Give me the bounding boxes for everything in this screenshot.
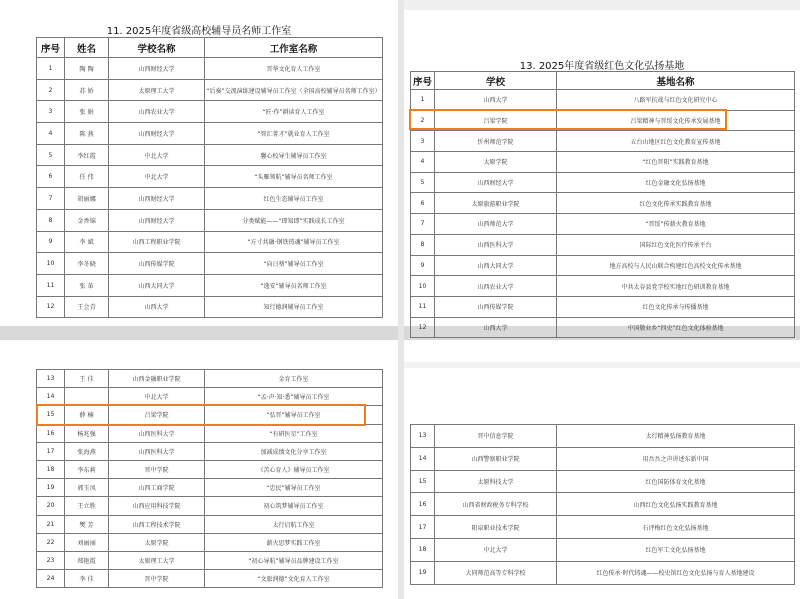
table-row bbox=[411, 447, 795, 470]
bottom-shade bbox=[404, 362, 800, 368]
table-cell: 陈 燕 bbox=[65, 123, 109, 145]
table-cell: 1 bbox=[411, 90, 435, 111]
table-cell: 山西传媒学院 bbox=[109, 253, 205, 275]
table-cell: 23 bbox=[37, 551, 65, 569]
table-cell: 2 bbox=[37, 79, 65, 101]
table-cell: 中北大学 bbox=[435, 538, 557, 561]
table-cell: 国际红色文化医疗传承平台 bbox=[557, 234, 795, 255]
header-name: 姓名 bbox=[65, 38, 109, 58]
table-row bbox=[411, 255, 795, 276]
table-row bbox=[37, 231, 383, 253]
table-cell: 8 bbox=[37, 209, 65, 231]
table-cell: 山西大同大学 bbox=[109, 274, 205, 296]
table-row bbox=[37, 79, 383, 101]
table-cell: “向日葵”辅导员工作室 bbox=[205, 253, 383, 275]
table-cell: “红色晋阳”实践教育基地 bbox=[557, 152, 795, 173]
table-cell: 4 bbox=[411, 152, 435, 173]
table-cell: 王 佳 bbox=[65, 370, 109, 388]
table-row bbox=[37, 123, 383, 145]
table-cell: 2 bbox=[411, 110, 435, 131]
table-cell: 八路军抗战与红色文化研究中心 bbox=[557, 90, 795, 111]
table-cell: 7 bbox=[37, 188, 65, 210]
table-row bbox=[37, 515, 383, 533]
table-cell: 红色生态辅导员工作室 bbox=[205, 188, 383, 210]
table-cell: 山西医科大学 bbox=[109, 442, 205, 460]
table-cell: 李冬晓 bbox=[65, 253, 109, 275]
table-row bbox=[37, 479, 383, 497]
table-cell: 18 bbox=[37, 460, 65, 478]
table-row bbox=[37, 101, 383, 123]
table-cell: 山西财经大学 bbox=[435, 172, 557, 193]
table-cell: 张 革 bbox=[65, 274, 109, 296]
table-cell: 地方高校与人民山联合构建红色高校文化传承基地 bbox=[557, 255, 795, 276]
table-row bbox=[37, 388, 383, 406]
table-cell: 山西医科大学 bbox=[109, 424, 205, 442]
table-row bbox=[411, 425, 795, 448]
panel-tutor-studios-top bbox=[0, 0, 398, 326]
table-cell: 中北大学 bbox=[109, 144, 205, 166]
table-cell: 樊 芳 bbox=[65, 515, 109, 533]
table-cell: 19 bbox=[411, 561, 435, 584]
table-cell: 张 娟 bbox=[65, 101, 109, 123]
table-cell: 20 bbox=[37, 497, 65, 515]
table-row bbox=[37, 551, 383, 569]
table-cell: 太原科技大学 bbox=[435, 470, 557, 493]
table-cell: 馨心校导生辅导员工作室 bbox=[205, 144, 383, 166]
table-cell: 16 bbox=[411, 493, 435, 516]
table-cell: 王会青 bbox=[65, 296, 109, 318]
table-cell: 大同师范高等专科学校 bbox=[435, 561, 557, 584]
table-row bbox=[37, 296, 383, 318]
table-cell: 山西金融职业学院 bbox=[109, 370, 205, 388]
table-row bbox=[411, 317, 795, 338]
table-cell: 太原理工大学 bbox=[109, 551, 205, 569]
table-cell: “孟·声·知·悉”辅导员工作室 bbox=[205, 388, 383, 406]
table-cell: 19 bbox=[37, 479, 65, 497]
table-cell: 杨兆强 bbox=[65, 424, 109, 442]
table-row bbox=[411, 234, 795, 255]
table-row bbox=[411, 152, 795, 173]
table-row bbox=[411, 493, 795, 516]
table-cell: 李 斌 bbox=[65, 231, 109, 253]
table-cell: 加减成绩文化分享工作室 bbox=[205, 442, 383, 460]
table-cell: 山西工程职业学院 bbox=[109, 231, 205, 253]
table-row bbox=[411, 296, 795, 317]
table-cell: “初心导航”辅导员品牌建设工作室 bbox=[205, 551, 383, 569]
table-cell: 6 bbox=[411, 193, 435, 214]
table-cell: 红色金融文化弘扬基地 bbox=[557, 172, 795, 193]
table-cell: 忻州师范学院 bbox=[435, 131, 557, 152]
table-cell: 山西大学 bbox=[435, 90, 557, 111]
table-cell: 初心筑梦辅导员工作室 bbox=[205, 497, 383, 515]
table-cell: “弘晋”辅导员工作室 bbox=[205, 406, 383, 424]
table-cell: 10 bbox=[37, 253, 65, 275]
table-cell: 陶 陶 bbox=[65, 58, 109, 80]
table-cell: 17 bbox=[411, 516, 435, 539]
header-school: 学校 bbox=[435, 72, 557, 90]
table-cell: 石评梅红色文化弘扬基地 bbox=[557, 516, 795, 539]
table-cell: 李 佳 bbox=[65, 570, 109, 588]
table-cell bbox=[65, 388, 109, 406]
table-cell: 吕梁学院 bbox=[435, 110, 557, 131]
table-cell: 山西大学 bbox=[435, 317, 557, 338]
header-index: 序号 bbox=[37, 38, 65, 58]
table-cell: 17 bbox=[37, 442, 65, 460]
table-cell: 4 bbox=[37, 123, 65, 145]
table-header-row bbox=[411, 72, 795, 90]
panel-red-culture-top bbox=[404, 0, 800, 332]
panel-title: 11. 2025年度省级高校辅导员名师工作室 bbox=[106, 26, 292, 37]
table-row bbox=[411, 131, 795, 152]
table-cell: 红色文化传承实践教育基地 bbox=[557, 193, 795, 214]
table-cell: 薛 楠 bbox=[65, 406, 109, 424]
red-culture-table-continued bbox=[410, 424, 795, 585]
table-cell: 太原学院 bbox=[109, 533, 205, 551]
table-cell: 14 bbox=[411, 447, 435, 470]
table-cell: 山西财经大学 bbox=[109, 123, 205, 145]
table-cell: 红色军工文化弘扬基地 bbox=[557, 538, 795, 561]
table-row bbox=[37, 209, 383, 231]
table-cell: 13 bbox=[37, 370, 65, 388]
table-cell: 山西师范大学 bbox=[435, 214, 557, 235]
table-row bbox=[37, 570, 383, 588]
table-cell: 太行启航工作室 bbox=[205, 515, 383, 533]
table-row bbox=[37, 460, 383, 478]
table-cell: 11 bbox=[411, 296, 435, 317]
table-row bbox=[411, 110, 795, 131]
table-cell: 山西大同大学 bbox=[435, 255, 557, 276]
table-row bbox=[37, 274, 383, 296]
table-row bbox=[411, 276, 795, 297]
table-row bbox=[37, 497, 383, 515]
top-shade bbox=[404, 0, 800, 10]
table-cell: “后奏”交流演练建设辅导员工作室（全国高校辅导员名师工作室） bbox=[205, 79, 383, 101]
table-cell: 用吾吾之声讲述东新中国 bbox=[557, 447, 795, 470]
table-cell: 5 bbox=[411, 172, 435, 193]
table-cell: 21 bbox=[37, 515, 65, 533]
table-cell: 3 bbox=[411, 131, 435, 152]
table-cell: 太原理工大学 bbox=[109, 79, 205, 101]
table-cell: 山西应用科技学院 bbox=[109, 497, 205, 515]
table-header-row bbox=[37, 38, 383, 58]
table-cell: 金香锦 bbox=[65, 209, 109, 231]
table-cell: 李红霞 bbox=[65, 144, 109, 166]
table-cell: 山西红色文化弘扬实践教育基地 bbox=[557, 493, 795, 516]
table-row bbox=[37, 253, 383, 275]
table-cell: 郑艳霞 bbox=[65, 551, 109, 569]
table-cell: 15 bbox=[37, 406, 65, 424]
table-cell: 苏 娇 bbox=[65, 79, 109, 101]
table-cell: “逸安”辅导员名师工作室 bbox=[205, 274, 383, 296]
table-cell: 山西财经大学 bbox=[109, 209, 205, 231]
header-index: 序号 bbox=[411, 72, 435, 90]
table-row bbox=[411, 172, 795, 193]
table-cell: 《苦心育人》辅导员工作室 bbox=[205, 460, 383, 478]
table-cell: 3 bbox=[37, 101, 65, 123]
panel-red-culture-bottom bbox=[404, 340, 800, 599]
panel-tutor-studios-bottom bbox=[0, 340, 398, 599]
table-row bbox=[37, 144, 383, 166]
table-cell: 太行精神弘扬教育基地 bbox=[557, 425, 795, 448]
table-cell: 山西农业大学 bbox=[109, 101, 205, 123]
table-row bbox=[37, 58, 383, 80]
table-row bbox=[37, 424, 383, 442]
table-cell: 刘丽丽 bbox=[65, 533, 109, 551]
table-row bbox=[411, 193, 795, 214]
table-cell: 中共太谷县党学校实地红色研训教育基地 bbox=[557, 276, 795, 297]
tutor-studio-table-continued bbox=[36, 369, 383, 588]
table-cell: 晋华文化育人工作室 bbox=[205, 58, 383, 80]
table-cell: 太原学院 bbox=[435, 152, 557, 173]
table-cell: 分类赋能——“即知即”实践成长工作室 bbox=[205, 209, 383, 231]
table-row bbox=[37, 442, 383, 460]
table-cell: 山西财经大学 bbox=[109, 58, 205, 80]
header-school: 学校名称 bbox=[109, 38, 205, 58]
table-cell: 薪火思梦实践工作室 bbox=[205, 533, 383, 551]
table-cell: 郭玉凤 bbox=[65, 479, 109, 497]
table-row bbox=[411, 214, 795, 235]
table-cell: 7 bbox=[411, 214, 435, 235]
table-cell: 12 bbox=[411, 317, 435, 338]
table-cell: 11 bbox=[37, 274, 65, 296]
table-cell: 16 bbox=[37, 424, 65, 442]
panel-title: 13. 2025年度省级红色文化弘扬基地 bbox=[519, 61, 685, 72]
table-cell: 山西医科大学 bbox=[435, 234, 557, 255]
header-base: 基地名称 bbox=[557, 72, 795, 90]
red-culture-table bbox=[410, 71, 795, 338]
table-cell: “有研医星”工作室 bbox=[205, 424, 383, 442]
table-cell: 18 bbox=[411, 538, 435, 561]
table-cell: 5 bbox=[37, 144, 65, 166]
table-cell: 张海燕 bbox=[65, 442, 109, 460]
table-cell: 知行德润辅导员工作室 bbox=[205, 296, 383, 318]
table-cell: 山西省财政税务专科学校 bbox=[435, 493, 557, 516]
table-cell: 晋中信息学院 bbox=[435, 425, 557, 448]
table-cell: 山西传媒学院 bbox=[435, 296, 557, 317]
table-row bbox=[411, 538, 795, 561]
table-cell: 晋中学院 bbox=[109, 570, 205, 588]
table-cell: 15 bbox=[411, 470, 435, 493]
table-row bbox=[411, 561, 795, 584]
table-cell: 金育工作室 bbox=[205, 370, 383, 388]
table-row bbox=[37, 533, 383, 551]
table-row bbox=[411, 470, 795, 493]
table-cell: 胡丽娜 bbox=[65, 188, 109, 210]
table-cell: “智汇菁才”就业育人工作室 bbox=[205, 123, 383, 145]
table-cell: 8 bbox=[411, 234, 435, 255]
table-cell: 山西工程技术学院 bbox=[109, 515, 205, 533]
table-row bbox=[411, 516, 795, 539]
table-cell: 红色国防体育文化基地 bbox=[557, 470, 795, 493]
table-cell: “头雁领航”辅导员名师工作室 bbox=[205, 166, 383, 188]
table-cell: 9 bbox=[37, 231, 65, 253]
table-cell: 9 bbox=[411, 255, 435, 276]
table-cell: 晋中学院 bbox=[109, 460, 205, 478]
table-cell: 22 bbox=[37, 533, 65, 551]
table-cell: “文旅润德”文化育人工作室 bbox=[205, 570, 383, 588]
tutor-studio-table bbox=[36, 37, 383, 318]
table-row bbox=[37, 406, 383, 424]
table-cell: 14 bbox=[37, 388, 65, 406]
table-cell: 24 bbox=[37, 570, 65, 588]
table-row bbox=[37, 188, 383, 210]
table-cell: “方寸共融·钢铁铸魂”辅导员工作室 bbox=[205, 231, 383, 253]
table-cell: 李东莉 bbox=[65, 460, 109, 478]
table-cell: 中北大学 bbox=[109, 166, 205, 188]
table-cell: 吕梁精神与晋绥文化传承发展基地 bbox=[557, 110, 795, 131]
table-cell: 红色传承·时代铸魂——校史馆红色文化弘扬与育人基地建设 bbox=[557, 561, 795, 584]
table-cell: 13 bbox=[411, 425, 435, 448]
header-studio: 工作室名称 bbox=[205, 38, 383, 58]
table-row bbox=[37, 370, 383, 388]
table-cell: “忠民”辅导员工作室 bbox=[205, 479, 383, 497]
table-cell: 中北大学 bbox=[109, 388, 205, 406]
table-cell: 中国敬业乡“四史”红色文化体验基地 bbox=[557, 317, 795, 338]
table-cell: 五台山地区红色文化教育宣传基地 bbox=[557, 131, 795, 152]
table-cell: 任 伟 bbox=[65, 166, 109, 188]
table-row bbox=[37, 166, 383, 188]
table-cell: 吕梁学院 bbox=[109, 406, 205, 424]
table-cell: 阳泉职业技术学院 bbox=[435, 516, 557, 539]
table-cell: 王立胜 bbox=[65, 497, 109, 515]
table-cell: 12 bbox=[37, 296, 65, 318]
table-cell: 山西工商学院 bbox=[109, 479, 205, 497]
table-cell: 6 bbox=[37, 166, 65, 188]
table-cell: 山西警察职业学院 bbox=[435, 447, 557, 470]
table-cell: 山西大学 bbox=[109, 296, 205, 318]
table-cell: 太原旅游职业学院 bbox=[435, 193, 557, 214]
table-cell: 山西财经大学 bbox=[109, 188, 205, 210]
table-cell: 山西农业大学 bbox=[435, 276, 557, 297]
table-cell: “匠·作”耕读育人工作室 bbox=[205, 101, 383, 123]
table-cell: 10 bbox=[411, 276, 435, 297]
table-cell: 红色文化传承与传播基地 bbox=[557, 296, 795, 317]
table-cell: “晋绥”传薪火教育基地 bbox=[557, 214, 795, 235]
table-row bbox=[411, 90, 795, 111]
table-cell: 1 bbox=[37, 58, 65, 80]
